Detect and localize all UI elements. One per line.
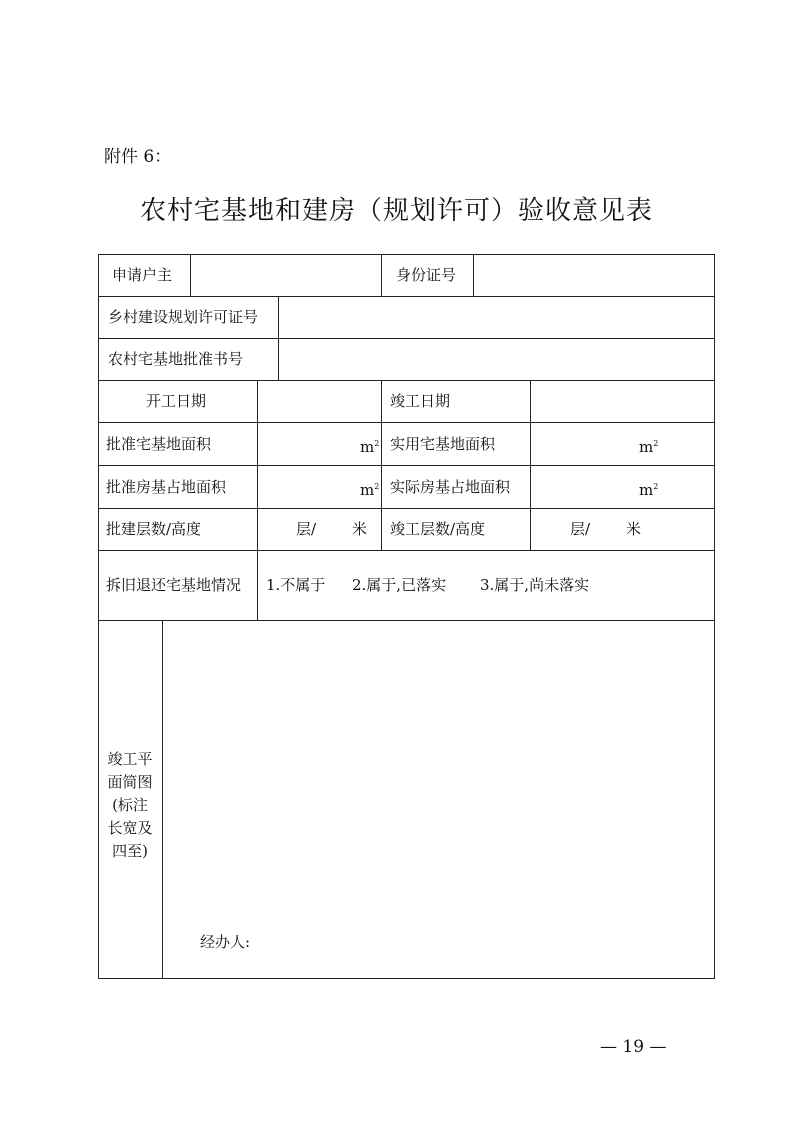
actual-footprint-unit: $m^2$ [639, 481, 659, 499]
homestead-approval-label: 农村宅基地批准书号 [108, 350, 244, 368]
completed-floors-unit: 层/ [570, 520, 591, 538]
actual-area-unit: $m^2$ [639, 438, 659, 456]
applicant-label: 申请户主 [112, 266, 173, 284]
start-date-label: 开工日期 [146, 392, 207, 410]
planning-permit-label: 乡村建设规划许可证号 [108, 308, 259, 326]
attachment-label: 附件 6： [104, 147, 172, 167]
completed-floors-label: 竣工层数/高度 [390, 520, 486, 538]
completed-height-unit: 米 [626, 520, 642, 538]
approved-floors-unit: 层/ [296, 520, 317, 538]
completion-date-label: 竣工日期 [390, 392, 451, 410]
page-number: — 19 — [600, 1037, 667, 1057]
approved-area-label: 批准宅基地面积 [106, 435, 212, 453]
approved-area-unit: $m^2$ [360, 438, 380, 456]
demolition-option-2[interactable]: 2.属于,已落实 [352, 576, 447, 594]
id-number-label: 身份证号 [396, 266, 457, 284]
approved-height-unit: 米 [352, 520, 368, 538]
demolition-option-1[interactable]: 1.不属于 [266, 576, 326, 594]
page-title: 农村宅基地和建房（规划许可）验收意见表 [139, 196, 653, 226]
approved-floors-label: 批建层数/高度 [106, 520, 202, 538]
approved-footprint-unit: $m^2$ [360, 481, 380, 499]
demolition-option-3[interactable]: 3.属于,尚未落实 [480, 576, 590, 594]
actual-footprint-label: 实际房基占地面积 [390, 478, 511, 496]
approved-footprint-label: 批准房基占地面积 [106, 478, 227, 496]
handler-label: 经办人: [200, 933, 251, 951]
demolition-label: 拆旧退还宅基地情况 [106, 576, 242, 594]
floor-plan-label: 竣工平 面简图 (标注 长宽及 四至) [107, 750, 153, 860]
actual-area-label: 实用宅基地面积 [390, 435, 496, 453]
acceptance-form-table [98, 254, 715, 979]
